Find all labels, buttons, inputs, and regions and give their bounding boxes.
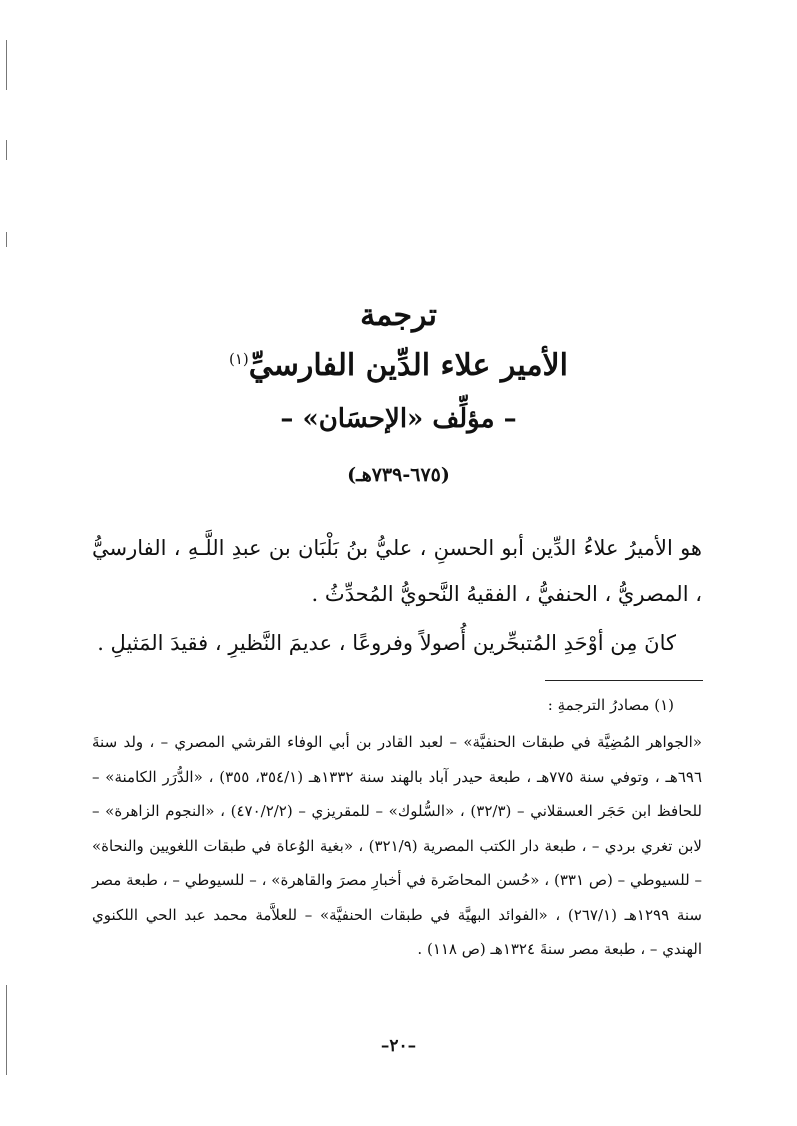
body-paragraph-1: هو الأميرُ علاءُ الدِّين أبو الحسنِ ، عليُّ بنُ بَلْبَان بن عبدِ اللَّـهِ ، الفارسيُّ ، المصريُّ ، الحنفيُّ ، الفقيهُ النَّحويُّ المُحدِّثُ . [92, 536, 702, 606]
heading-subject [0, 348, 797, 383]
footnote-divider [545, 680, 703, 681]
scan-edge-mark [6, 140, 7, 160]
heading-title: ترجمة [360, 298, 437, 333]
page-number: –٢٠– [380, 1036, 417, 1056]
scan-edge-mark [6, 232, 7, 247]
subject-name: الأمير علاء الدِّين الفارسيِّ [248, 348, 568, 383]
heading-author-of: – مؤلِّف «الإحسَان» – [280, 404, 517, 434]
heading-dates: (٦٧٥-٧٣٩هـ) [347, 464, 450, 486]
body-paragraph-2: كانَ مِن أوْحَدِ المُتبحِّرين أُصولاً وفروعًا ، عديمَ النَّظيرِ ، فقيدَ المَثيلِ . [97, 631, 676, 655]
scan-edge-mark [6, 985, 7, 1075]
footnote-text: «الجواهر المُضِيَّة في طبقات الحنفيَّة» – لعبد القادر بن أبي الوفاء القرشي المصري – ، ولد سنةَ ٦٩٦هـ ، وتوفي سنة ٧٧٥هـ ، طبعة حيدر آباد بالهند سنة ١٣٣٢هـ (٣٥٤/١، ٣٥٥) ، «الدُّرَر الكامنة» – للحافظ ابن حَجَر العسقلاني – (٣٢/٣) ، «السُّلوك» – للمقريزي – (٤٧٠/٢/٢) ، «النجوم الزاهرة» – لابن تغري بردي – ، طبعة دار الكتب المصرية (٣٢١/٩) ، «بغية الوُعاة في طبقات اللغويين والنحاة» – للسيوطي – (ص ٣٣١) ، «حُسن المحاضَرة في أخبارِ مصرَ والقاهرة» ، – للسيوطي – ، طبعة مصر سنة ١٢٩٩هـ (٢٦٧/١) ، «الفوائد البهيَّة في طبقات الحنفيَّة» – للعلاَّمة محمد عبد الحي اللكنوي الهندي – ، طبعة مصر سنةَ ١٣٢٤هـ (ص ١١٨) . [92, 733, 702, 958]
footnote-marker: (١) [229, 350, 249, 368]
footnote-heading: (١) مصادرُ الترجمةِ : [547, 696, 674, 714]
scan-edge-mark [6, 40, 7, 90]
